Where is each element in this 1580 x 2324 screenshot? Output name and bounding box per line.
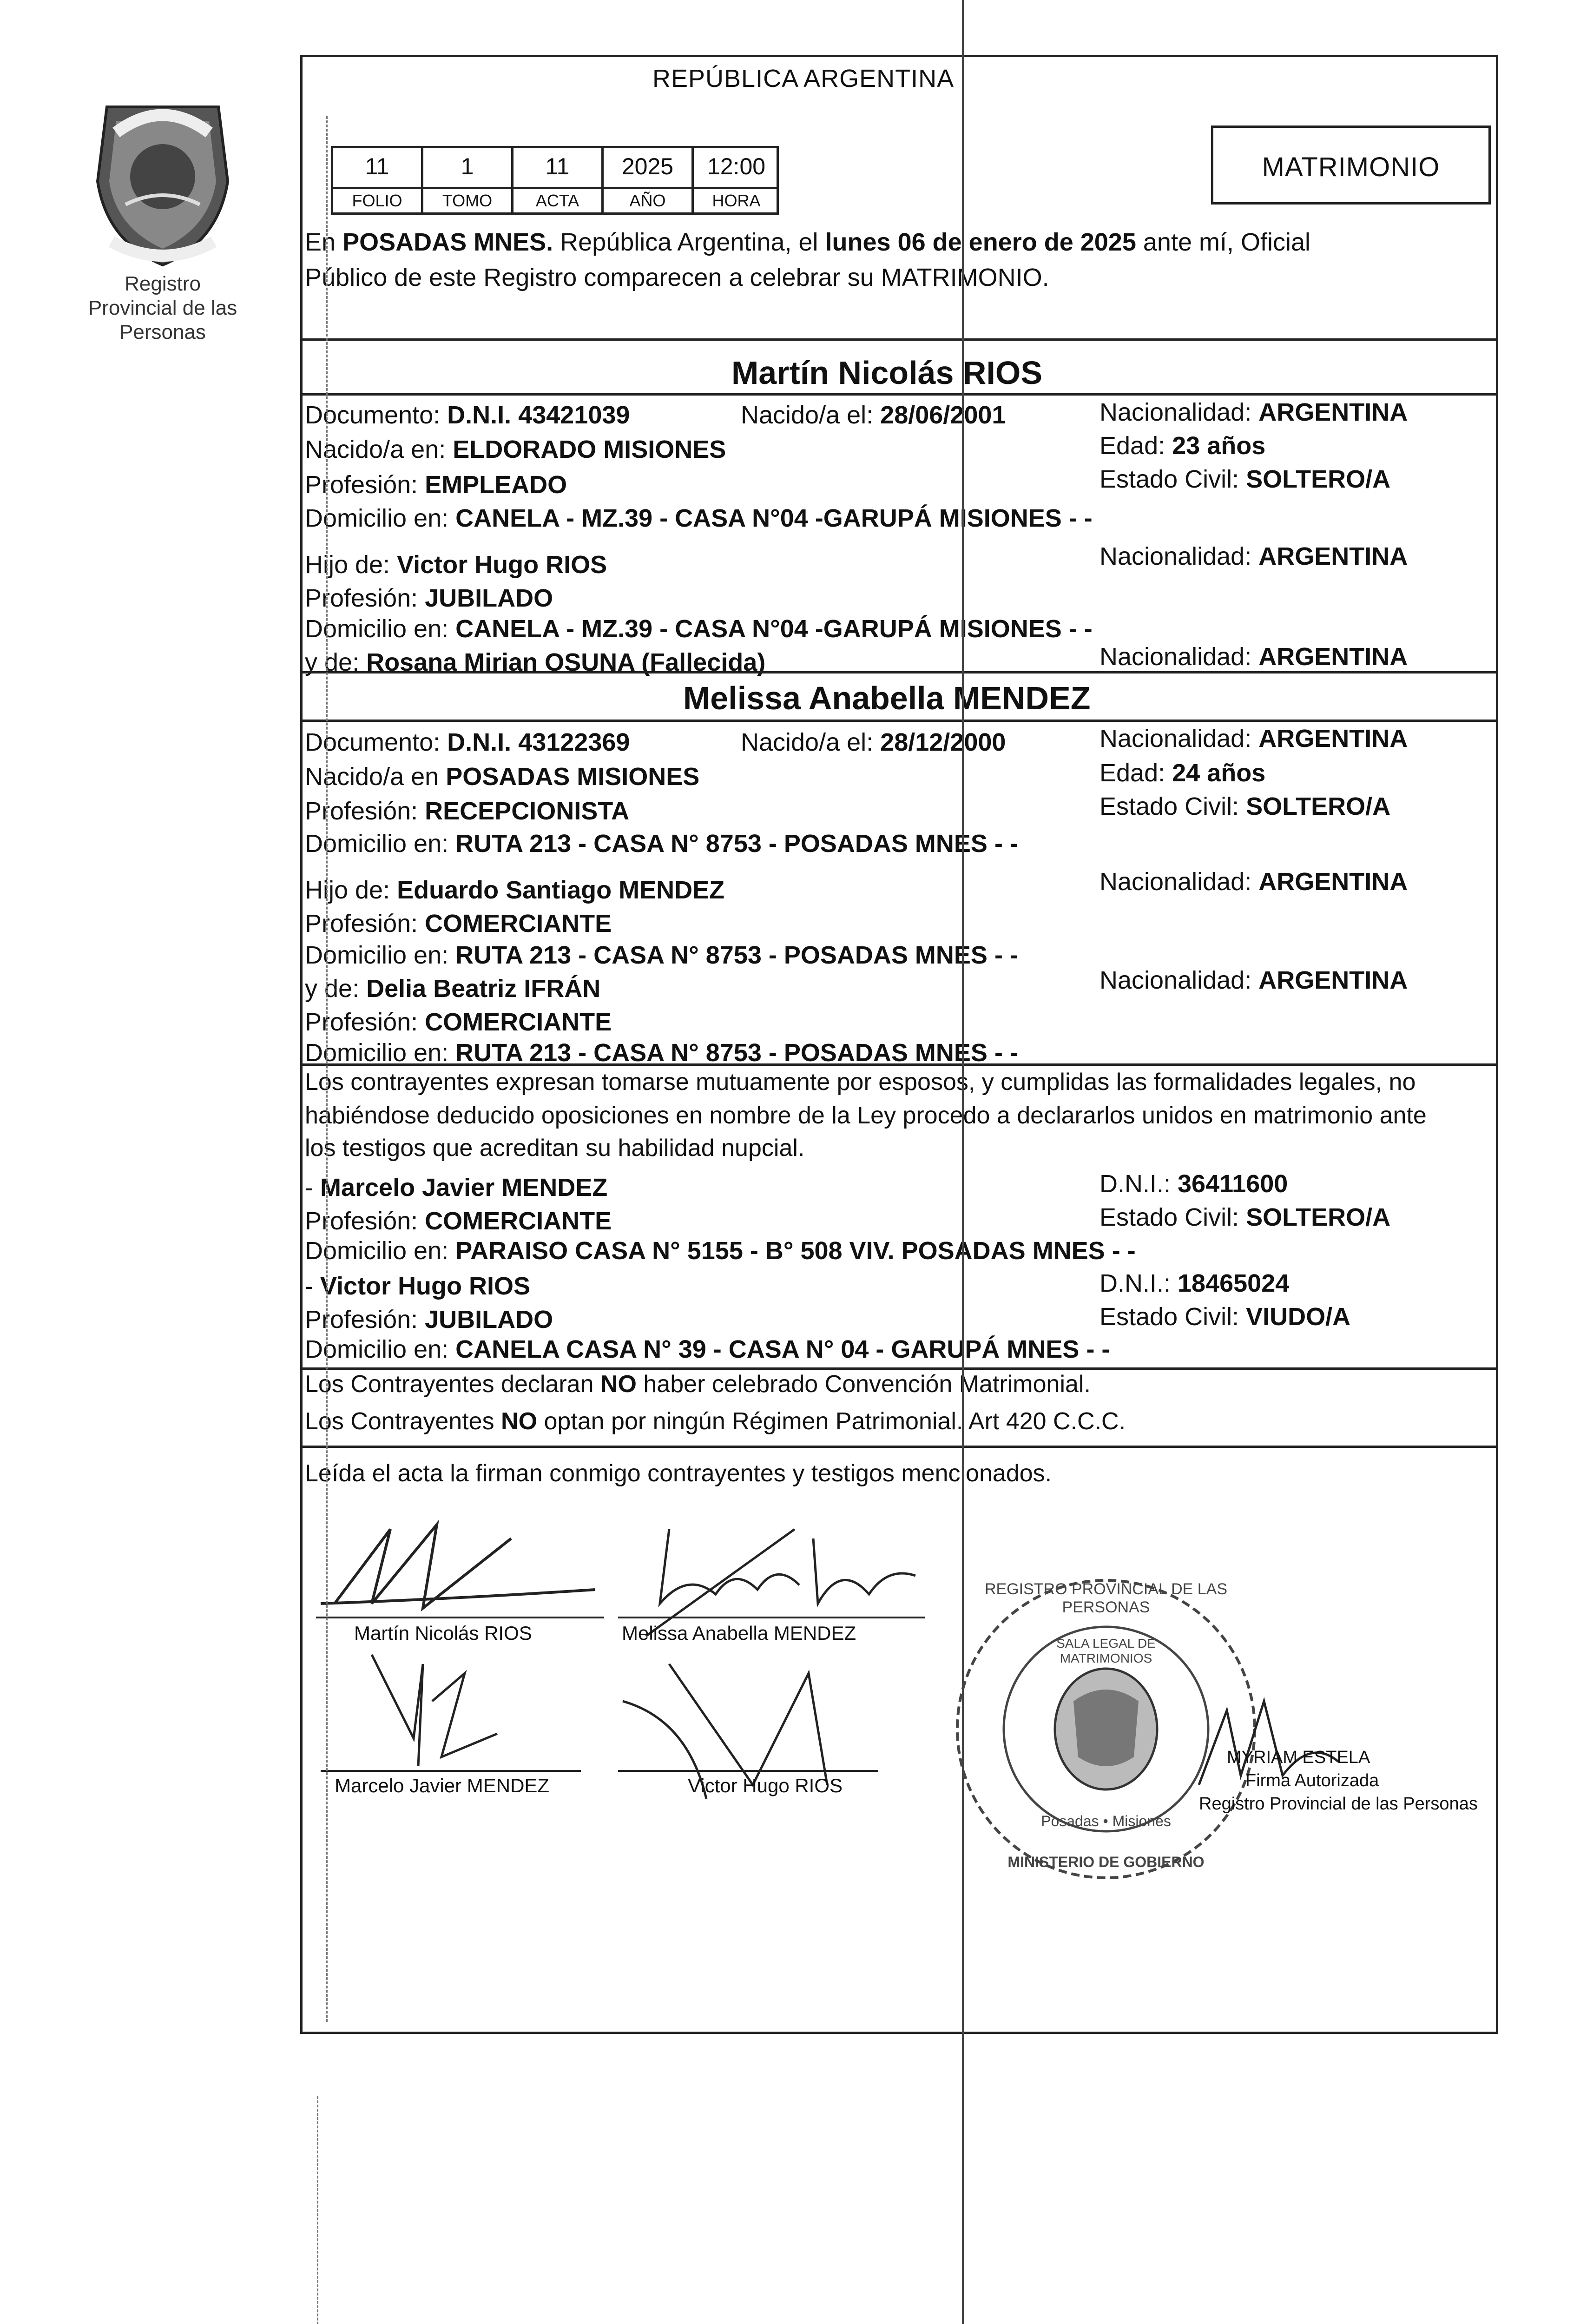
value: ARGENTINA — [1258, 542, 1408, 570]
groom-doc — [305, 401, 630, 429]
stamp-ministry-text: MINISTERIO DE GOBIERNO — [1007, 1854, 1205, 1870]
label: D.N.I.: — [1099, 1269, 1178, 1297]
label: Profesión: — [305, 1207, 425, 1235]
value: 24 años — [1172, 759, 1266, 787]
divider — [300, 1063, 1498, 1066]
divider — [300, 1446, 1498, 1448]
bride-sign-label: Melissa Anabella MENDEZ — [622, 1622, 856, 1644]
label: Nacionalidad: — [1099, 398, 1259, 426]
ano-label: AÑO — [604, 187, 691, 211]
witness1-dni — [1099, 1169, 1288, 1198]
label: Nacido/a el: — [741, 401, 881, 429]
bride-mother-prof — [305, 1008, 612, 1037]
groom-father-prof — [305, 584, 553, 613]
intro-line-1 — [305, 228, 1310, 257]
value: D.N.I. 43122369 — [447, 728, 630, 756]
registry-label: Registro Provincial de las Personas — [88, 272, 237, 343]
registry-logo — [79, 88, 246, 343]
intro-pre: En — [305, 228, 343, 256]
witness1-dom — [305, 1236, 1136, 1265]
witness2-prof — [305, 1305, 553, 1334]
witness2-sign-line — [618, 1770, 878, 1772]
convention-line-1 — [305, 1370, 1091, 1398]
acta-value: 11 — [545, 153, 570, 179]
folio-label: FOLIO — [333, 187, 421, 211]
folio-value: 11 — [365, 153, 389, 179]
text: Los Contrayentes declaran — [305, 1371, 600, 1398]
scan-line-dotted — [326, 116, 328, 2022]
value: COMERCIANTE — [425, 1207, 612, 1235]
label: Domicilio en: — [305, 941, 456, 969]
stamp-bottom-text: Posadas • Misiones — [1041, 1813, 1171, 1829]
text: Los Contrayentes — [305, 1408, 501, 1435]
witness1-sign-label: Marcelo Javier MENDEZ — [335, 1775, 550, 1796]
groom-father-dom — [305, 614, 1093, 643]
value: Marcelo Javier MENDEZ — [320, 1174, 608, 1202]
bride-father-prof — [305, 909, 612, 938]
label: D.N.I.: — [1099, 1170, 1178, 1198]
intro-mid: República Argentina, el — [553, 228, 825, 256]
label: Edad: — [1099, 432, 1172, 460]
label: Edad: — [1099, 759, 1172, 787]
scan-line-dotted — [317, 2096, 318, 2324]
value: CANELA CASA N° 39 - CASA N° 04 - GARUPÁ MNES - - — [455, 1335, 1110, 1363]
intro-line-2: Público de este Registro comparecen a celebrar su MATRIMONIO. — [305, 264, 1049, 291]
value: JUBILADO — [425, 584, 553, 612]
value: 28/06/2001 — [880, 401, 1006, 429]
value: CANELA - MZ.39 - CASA N°04 -GARUPÁ MISIONES - - — [455, 504, 1093, 532]
bride-civil — [1099, 792, 1390, 821]
divider — [300, 671, 1498, 673]
groom-born — [741, 401, 1006, 429]
label: Estado Civil: — [1099, 1203, 1246, 1231]
value: ARGENTINA — [1258, 398, 1408, 426]
value: JUBILADO — [425, 1306, 553, 1334]
ano-value: 2025 — [621, 153, 674, 179]
value: RUTA 213 - CASA N° 8753 - POSADAS MNES - - — [455, 830, 1018, 858]
value: ARGENTINA — [1258, 643, 1408, 671]
value: EMPLEADO — [425, 471, 567, 499]
value: RECEPCIONISTA — [425, 797, 630, 825]
act-type-box: MATRIMONIO — [1211, 125, 1491, 205]
tomo-label: TOMO — [423, 187, 511, 211]
groom-prof — [305, 470, 567, 499]
value: SOLTERO/A — [1246, 1203, 1391, 1231]
label: Hijo de: — [305, 876, 397, 904]
value: SOLTERO/A — [1246, 465, 1391, 493]
value: Victor Hugo RIOS — [397, 551, 607, 579]
label: Domicilio en: — [305, 1039, 456, 1067]
hora-value: 12:00 — [707, 153, 766, 179]
officer-name: MYRIAM ESTELA — [1227, 1748, 1370, 1767]
label: Documento: — [305, 728, 448, 756]
value: Rosana Mirian OSUNA (Fallecida) — [366, 648, 766, 676]
value: ARGENTINA — [1258, 966, 1408, 994]
label: Nacionalidad: — [1099, 868, 1259, 896]
bride-mother-nat — [1099, 966, 1408, 995]
tomo-value: 1 — [461, 153, 474, 179]
groom-signature — [316, 1511, 604, 1631]
label: y de: — [305, 648, 367, 676]
closing-text: Leída el acta la firman conmigo contrayentes y testigos mencionados. — [305, 1460, 1052, 1487]
value: ELDORADO MISIONES — [453, 436, 726, 463]
label: Nacido/a en — [305, 763, 446, 791]
divider — [300, 720, 1498, 722]
label: Estado Civil: — [1099, 465, 1246, 493]
label: Domicilio en: — [305, 1237, 456, 1265]
label: Estado Civil: — [1099, 1303, 1246, 1331]
provincial-seal-icon — [79, 88, 246, 284]
bride-mother-dom — [305, 1038, 1018, 1067]
witness1-prof — [305, 1207, 612, 1235]
bride-signature — [618, 1511, 925, 1641]
intro-date: lunes 06 de enero de 2025 — [825, 228, 1136, 256]
value: COMERCIANTE — [425, 910, 612, 938]
stamp-inner-text: SALA LEGAL DE MATRIMONIOS — [1056, 1636, 1156, 1665]
bride-father — [305, 876, 724, 905]
label: y de: — [305, 975, 367, 1003]
value: RUTA 213 - CASA N° 8753 - POSADAS MNES - - — [455, 941, 1018, 969]
label: Profesión: — [305, 797, 425, 825]
value: PARAISO CASA N° 5155 - B° 508 VIV. POSADAS MNES - - — [455, 1237, 1136, 1265]
witness2-dni — [1099, 1269, 1289, 1298]
declaration-line-1: Los contrayentes expresan tomarse mutuamente por esposos, y cumplidas las formalidades legales, no — [305, 1069, 1416, 1096]
value: Victor Hugo RIOS — [320, 1272, 531, 1300]
witness2-dom — [305, 1335, 1110, 1364]
bride-father-dom — [305, 941, 1018, 970]
value: 28/12/2000 — [880, 728, 1006, 756]
witness1-signature — [353, 1645, 502, 1785]
value: Eduardo Santiago MENDEZ — [397, 876, 725, 904]
bride-father-nat — [1099, 867, 1408, 896]
divider — [300, 338, 1498, 341]
intro-place: POSADAS MNES. — [342, 228, 553, 256]
label: Nacionalidad: — [1099, 542, 1259, 570]
label: Nacido/a el: — [741, 728, 881, 756]
value: VIUDO/A — [1246, 1303, 1351, 1331]
convention-line-2 — [305, 1407, 1126, 1435]
value: CANELA - MZ.39 - CASA N°04 -GARUPÁ MISIONES - - — [455, 615, 1093, 643]
intro-post: ante mí, Oficial — [1136, 228, 1311, 256]
bride-doc — [305, 728, 630, 757]
label: Estado Civil: — [1099, 792, 1246, 820]
divider — [300, 1367, 1498, 1370]
bride-mother — [305, 974, 600, 1003]
label: Nacionalidad: — [1099, 966, 1259, 994]
bride-name: Melissa Anabella MENDEZ — [683, 680, 1091, 716]
value: D.N.I. 43421039 — [447, 401, 630, 429]
label: Profesión: — [305, 1306, 425, 1334]
value: ARGENTINA — [1258, 725, 1408, 753]
witness1-civil — [1099, 1203, 1390, 1232]
groom-civil — [1099, 465, 1390, 494]
label: Hijo de: — [305, 551, 397, 579]
witness2-sign-label: Victor Hugo RIOS — [688, 1775, 843, 1796]
label: Profesión: — [305, 471, 425, 499]
groom-birthplace — [305, 435, 726, 464]
value: Delia Beatriz IFRÁN — [366, 975, 601, 1003]
declaration-line-3: los testigos que acreditan su habilidad nupcial. — [305, 1135, 805, 1162]
bride-birthplace — [305, 762, 699, 791]
bride-dom — [305, 829, 1018, 858]
declaration-line-2: habiéndose deducido oposiciones en nombre de la Ley procedo a declararlos unidos en matrimonio ante — [305, 1102, 1427, 1129]
groom-father-nat — [1099, 542, 1408, 571]
value: POSADAS MISIONES — [446, 763, 700, 791]
emphasis: NO — [501, 1408, 538, 1435]
witness2-name: - Victor Hugo RIOS — [305, 1272, 531, 1300]
hora-label: HORA — [694, 187, 779, 211]
value: 23 años — [1172, 432, 1266, 460]
label: Profesión: — [305, 910, 425, 938]
value: SOLTERO/A — [1246, 792, 1391, 820]
label: Nacionalidad: — [1099, 725, 1259, 753]
label: Profesión: — [305, 1008, 425, 1036]
label: Documento: — [305, 401, 448, 429]
value: ARGENTINA — [1258, 868, 1408, 896]
record-boxes — [331, 146, 779, 215]
groom-age — [1099, 431, 1265, 460]
label: Nacionalidad: — [1099, 643, 1259, 671]
groom-father — [305, 550, 607, 579]
label: Profesión: — [305, 584, 425, 612]
stamp-outer-text: REGISTRO PROVINCIAL DE LAS PERSONAS — [984, 1580, 1228, 1616]
groom-mother-nat — [1099, 642, 1408, 671]
witness2-civil — [1099, 1302, 1350, 1331]
scan-line — [962, 0, 964, 2324]
emphasis: NO — [600, 1371, 637, 1398]
country-title: REPÚBLICA ARGENTINA — [652, 65, 955, 92]
label: Domicilio en: — [305, 504, 456, 532]
divider — [300, 393, 1498, 396]
officer-office: Registro Provincial de las Personas — [1199, 1794, 1478, 1814]
groom-nat — [1099, 398, 1408, 427]
label: Nacido/a en: — [305, 436, 453, 463]
ano-box — [604, 148, 694, 212]
label: Domicilio en: — [305, 1335, 456, 1363]
bride-prof — [305, 797, 629, 825]
bride-sign-line — [618, 1617, 925, 1618]
value: RUTA 213 - CASA N° 8753 - POSADAS MNES - - — [455, 1039, 1018, 1067]
bride-nat — [1099, 724, 1408, 753]
bride-born — [741, 728, 1006, 757]
groom-sign-label: Martín Nicolás RIOS — [354, 1622, 532, 1644]
folio-box — [333, 148, 423, 212]
groom-dom — [305, 504, 1093, 533]
groom-name: Martín Nicolás RIOS — [731, 355, 1043, 391]
groom-sign-line — [316, 1617, 604, 1618]
tomo-box — [423, 148, 514, 212]
value: 36411600 — [1178, 1170, 1288, 1198]
value: COMERCIANTE — [425, 1008, 612, 1036]
hora-box — [694, 148, 779, 212]
acta-label: ACTA — [514, 187, 601, 211]
label: Domicilio en: — [305, 830, 456, 858]
value: 18465024 — [1178, 1269, 1290, 1297]
text: optan por ningún Régimen Patrimonial. Art 420 C.C.C. — [537, 1408, 1126, 1435]
text: haber celebrado Convención Matrimonial. — [636, 1371, 1091, 1398]
label: Domicilio en: — [305, 615, 456, 643]
acta-box — [514, 148, 604, 212]
witness1-sign-line — [321, 1770, 581, 1772]
bride-age — [1099, 759, 1265, 787]
witness1-name: - Marcelo Javier MENDEZ — [305, 1174, 608, 1202]
officer-role: Firma Autorizada — [1245, 1771, 1379, 1790]
